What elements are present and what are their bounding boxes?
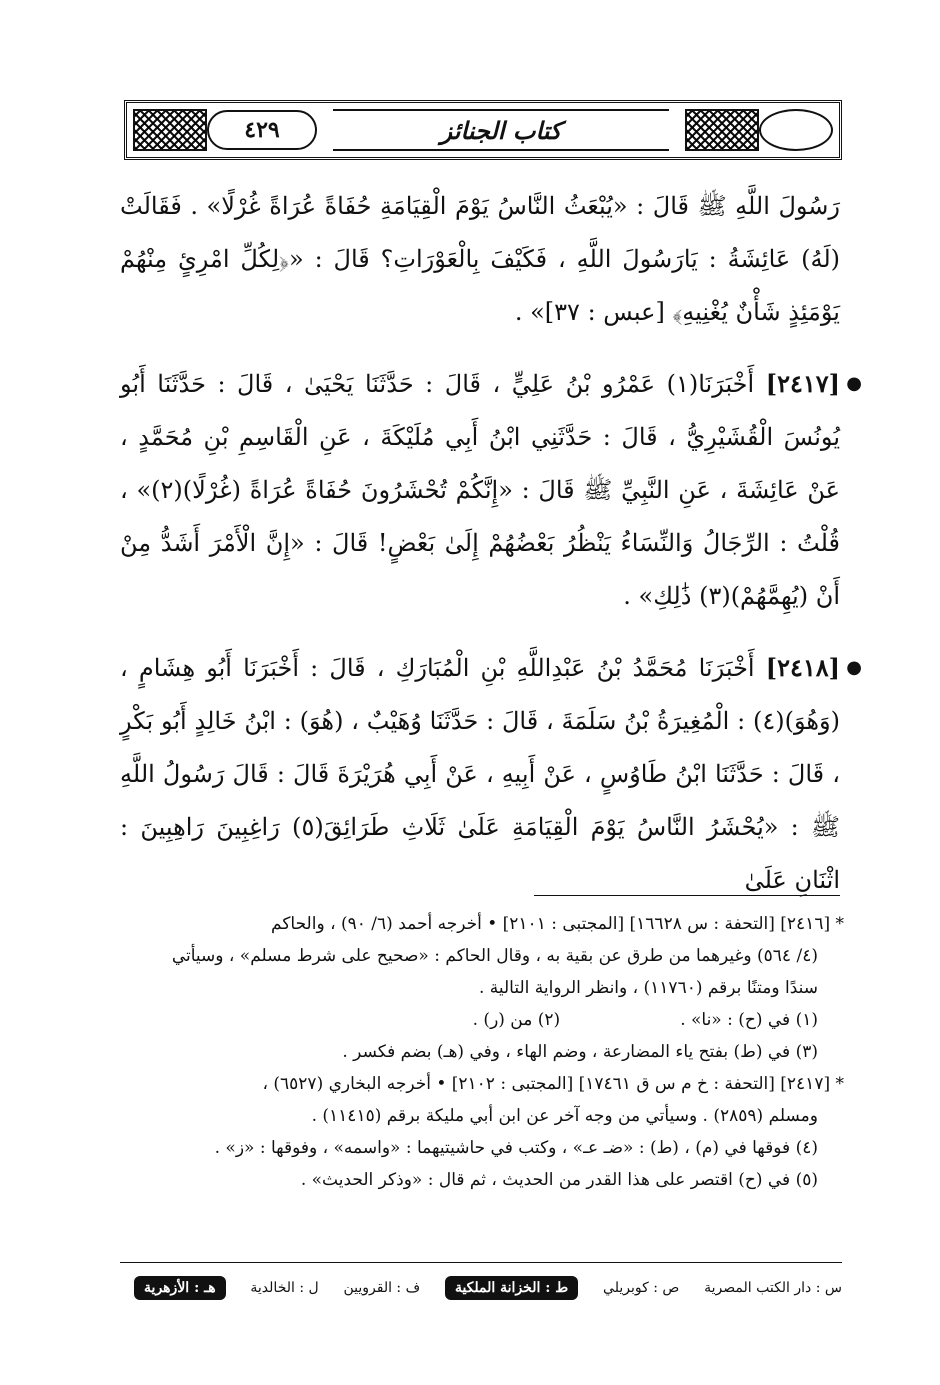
page-number: ٤٢٩ [207, 110, 317, 150]
main-text [120, 180, 862, 925]
book-seal-logo [759, 109, 833, 151]
legend-t-badge: ط : الخزانة الملكية [445, 1276, 578, 1300]
legend-s: س : دار الكتب المصرية [704, 1280, 842, 1296]
hadith-2417 [120, 357, 862, 623]
note-2416-line3: سندًا ومتنًا برقم (١١٧٦٠) ، وانظر الرواية التالية . [478, 978, 818, 998]
hadith-number: [٢٤١٧] [765, 369, 840, 398]
bullet-icon: ● [846, 373, 862, 394]
note-2417: * [٢٤١٧] [التحفة : خ م س ق ١٧٤٦١] [المجتبى : ٢١٠٢] • أخرجه البخاري (٦٥٢٧) ، [262, 1074, 844, 1094]
footnote-5: (٥) في (ح) اقتصر على هذا القدر من الحديث ، ثم قال : «وذكر الحديث» . [300, 1170, 818, 1190]
hadith-text: أَخْبَرَنَا(١) عَمْرُو بْنُ عَلِيٍّ ، قَالَ : حَدَّثَنَا يَحْيَىٰ ، قَالَ : حَدَّثَنَا أَبُو يُونُسَ الْقُشَيْرِيُّ ، قَالَ : حَدَّثَنِي ابْنُ أَبِي مُلَيْكَةَ ، عَنِ الْقَاسِمِ بْنِ مُحَمَّدٍ ، عَنْ عَائِشَةَ ، عَنِ النَّبِيِّ ﷺ قَالَ : «إِنَّكُمْ تُحْشَرُونَ حُفَاةً عُرَاةً (غُرْلًا)(٢)» ، قُلْتُ : الرِّجَالُ وَالنِّسَاءُ يَنْظُرُ بَعْضُهُمْ إِلَىٰ بَعْضٍ! قَالَ : «إِنَّ الْأَمْرَ أَشَدُّ مِنْ أَنْ (يُهِمَّهُمْ)(٣) ذَٰلِكِ» . [120, 370, 841, 610]
footnote-pair [118, 1004, 844, 1036]
hadith-number: [٢٤١٨] [765, 653, 840, 682]
footnote-separator [534, 895, 840, 896]
book-title: كتاب الجنائز [333, 109, 669, 151]
ornament-right [685, 109, 759, 151]
bullet-icon: ● [846, 657, 862, 678]
manuscript-legend [134, 1268, 842, 1308]
legend-l: ل : الخالدية [250, 1280, 319, 1296]
hadith-text: أَخْبَرَنَا مُحَمَّدُ بْنُ عَبْدِاللَّهِ بْنِ الْمُبَارَكِ ، قَالَ : أَخْبَرَنَا أَبُو هِشَامٍ ، (وَهُوَ)(٤) : الْمُغِيرَةُ بْنُ سَلَمَةَ ، قَالَ : حَدَّثَنَا وُهَيْبٌ ، (هُوَ) : ابْنُ خَالِدٍ أَبُو بَكْرٍ ، قَالَ : حَدَّثَنَا ابْنُ طَاوُسٍ ، عَنْ أَبِيهِ ، عَنْ أَبِي هُرَيْرَةَ قَالَ : قَالَ رَسُولُ اللَّهِ ﷺ : «يُحْشَرُ النَّاسُ يَوْمَ الْقِيَامَةِ عَلَىٰ ثَلَاثِ طَرَائِقَ(٥) رَاغِبِينَ رَاهِبِينَ : اثْنَانِ عَلَىٰ [120, 654, 841, 894]
note-2417-line2: ومسلم (٢٨٥٩) . وسيأتي من وجه آخر عن ابن أبي مليكة برقم (١١٤١٥) . [311, 1106, 818, 1126]
legend-f: ف : القرويين [343, 1280, 421, 1296]
legend-h-badge: هـ : الأزهرية [134, 1276, 226, 1300]
legend-ss: ص : كوبريلي [603, 1280, 680, 1296]
footnote-1: (١) في (ح) : «نا» . [680, 1010, 818, 1030]
footnote-2: (٢) من (ر) . [472, 1010, 561, 1030]
hadith-2418 [120, 641, 862, 907]
footnotes [118, 908, 844, 1196]
footnote-4: (٤) فوقها في (م) ، (ط) : «ضـ عـ» ، وكتب في حاشيتيهما : «واسمه» ، وفوقها : «ز» . [214, 1138, 818, 1158]
ornament-left [133, 109, 207, 151]
footnote-3: (٣) في (ط) بفتح ياء المضارعة ، وضم الهاء ، وفي (هـ) بضم فكسر . [342, 1042, 818, 1062]
footer-separator [120, 1262, 842, 1263]
page-header [124, 100, 842, 160]
note-2416: * [٢٤١٦] [التحفة : س ١٦٦٢٨] [المجتبى : ٢١٠١] • أخرجه أحمد (٦/ ٩٠) ، والحاكم [271, 914, 844, 934]
continuation-paragraph: رَسُولَ اللَّهِ ﷺ قَالَ : «يُبْعَثُ النَّاسُ يَوْمَ الْقِيَامَةِ حُفَاةً عُرَاةً غُرْلًا» . فَقَالَتْ (لَهُ) عَائِشَةُ : يَارَسُولَ اللَّهِ ، فَكَيْفَ بِالْعَوْرَاتِ؟ قَالَ : «﴿لِكُلِّ امْرِئٍ مِنْهُمْ يَوْمَئِذٍ شَأْنٌ يُغْنِيهِ﴾ [عبس : ٣٧]» . [120, 192, 840, 326]
note-2416-line2: (٤/ ٥٦٤) وغيرهما من طرق عن بقية به ، وقال الحاكم : «صحيح على شرط مسلم» ، وسيأتي [171, 946, 818, 966]
